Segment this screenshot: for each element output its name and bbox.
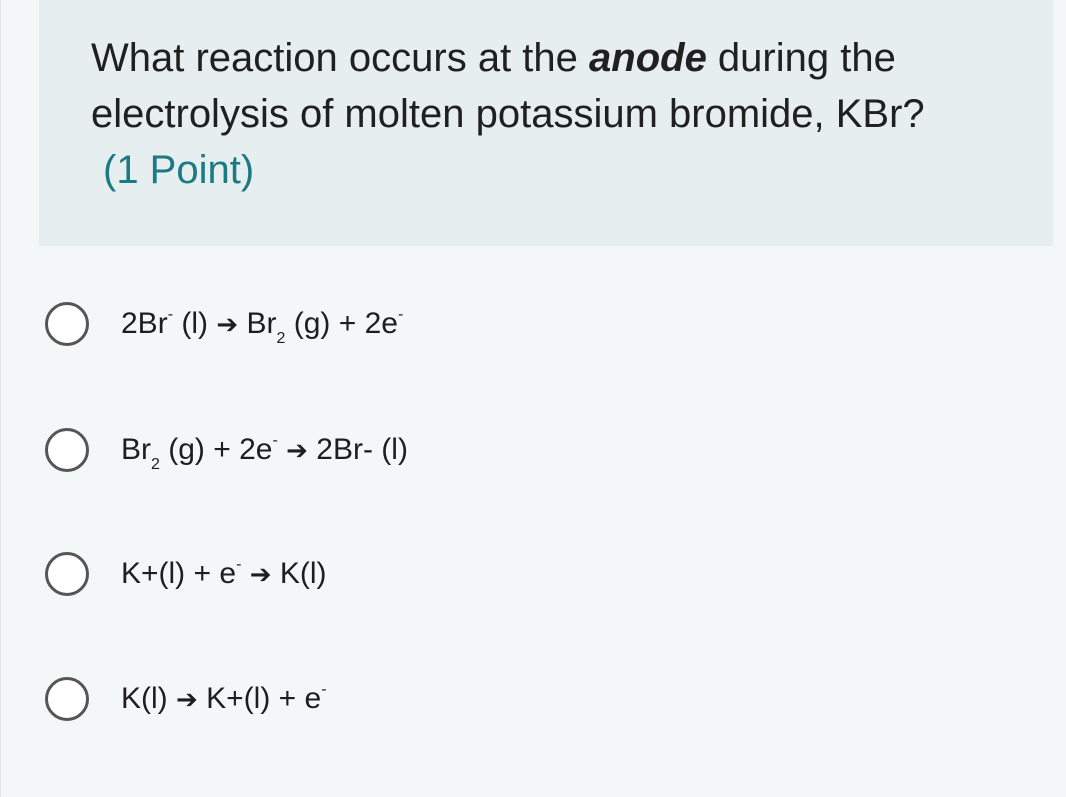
subscript: 2 bbox=[276, 329, 286, 347]
label-text: K+(l) + e bbox=[197, 681, 322, 715]
label-text: K(l) bbox=[121, 681, 176, 715]
superscript: - bbox=[321, 680, 327, 698]
label-text: (l) bbox=[173, 306, 217, 340]
superscript: - bbox=[272, 431, 278, 449]
label-text: 2Br bbox=[121, 306, 168, 340]
option-label[interactable] bbox=[121, 304, 403, 345]
option-4[interactable] bbox=[45, 677, 327, 721]
label-text: (g) + 2e bbox=[285, 306, 398, 340]
superscript: - bbox=[167, 305, 174, 323]
option-label[interactable] bbox=[121, 430, 408, 471]
option-2[interactable] bbox=[45, 428, 408, 472]
arrow-icon: ➔ bbox=[176, 684, 198, 715]
option-3[interactable] bbox=[45, 552, 327, 596]
arrow-icon: ➔ bbox=[249, 559, 272, 590]
label-text bbox=[278, 433, 286, 466]
subscript: 2 bbox=[151, 455, 160, 473]
radio-button[interactable] bbox=[45, 677, 89, 721]
option-label[interactable] bbox=[121, 554, 327, 595]
label-text: Br bbox=[121, 432, 151, 466]
radio-button[interactable] bbox=[45, 428, 89, 472]
question-points: (1 Point) bbox=[103, 148, 255, 192]
label-text: K+(l) + e bbox=[121, 556, 237, 590]
question-text-part: during the electrolysis of molten potassium bromide, KBr? bbox=[91, 36, 925, 136]
label-text: K(l) bbox=[271, 556, 327, 590]
question-text bbox=[91, 30, 1013, 142]
superscript: - bbox=[397, 305, 404, 323]
label-text: Br bbox=[238, 306, 277, 340]
question-text-part: What reaction occurs at the bbox=[91, 36, 590, 80]
option-1[interactable] bbox=[45, 302, 403, 346]
option-label[interactable] bbox=[121, 679, 327, 720]
radio-button[interactable] bbox=[45, 552, 89, 596]
superscript: - bbox=[236, 555, 242, 573]
radio-button[interactable] bbox=[45, 302, 89, 346]
label-text: (g) + 2e bbox=[159, 432, 273, 466]
question-card bbox=[39, 0, 1053, 246]
label-text: 2Br- (l) bbox=[307, 432, 408, 466]
arrow-icon: ➔ bbox=[286, 435, 308, 466]
label-text bbox=[241, 557, 249, 590]
question-emphasis: anode bbox=[589, 36, 707, 80]
arrow-icon: ➔ bbox=[216, 309, 239, 340]
